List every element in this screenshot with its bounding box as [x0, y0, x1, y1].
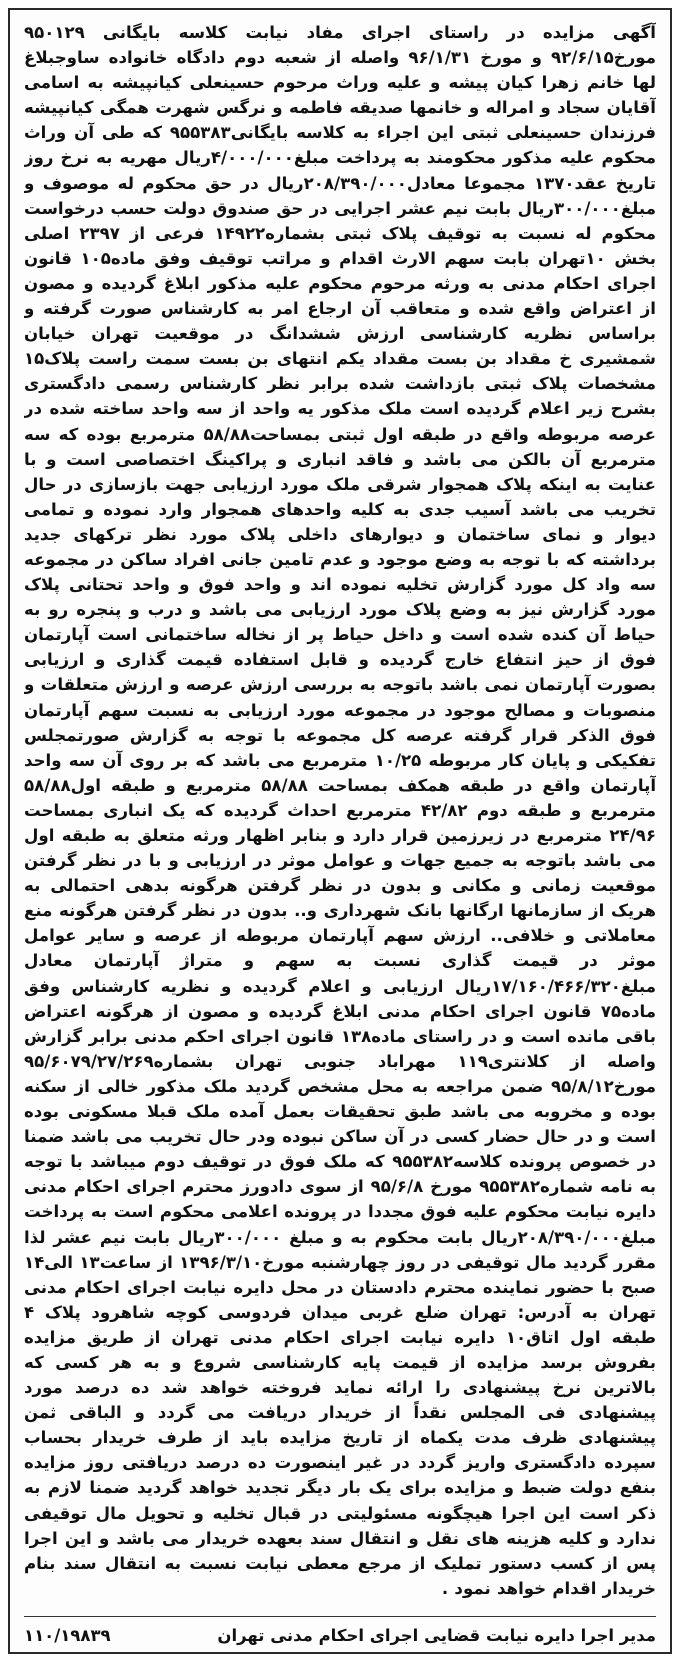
- notice-frame: [8, 8, 672, 1654]
- notice-body: آگهی مزایده در راستای اجرای مفاد نیابت کلاسه بایگانی ۹۵۰۱۲۹ مورخ۹۲/۶/۱۵ و مورخ ۹۶/۱/۳۱ واصله از شعبه دوم دادگاه خانواده ساوجبلاغ لها خانم زهرا کیان پیشه و علیه وراث مرحوم حسینعلی کیانپیشه به اسامی آقایان سجاد و امراله و خانمها صدیقه فاطمه و نرگس شهرت همگی کیانپیشه فرزندان حسینعلی ثبتی این اجراء به کلاسه بایگانی۹۵۵۳۸۳ که طی آن وراث محکوم علیه مذکور محکومند به پرداخت مبلغ۴/۰۰۰/۰۰۰ریال مهریه به نرخ روز تاریخ عقد۱۳۷۰ مجموعا معادل۲۰۸/۳۹۰/۰۰۰ریال در حق محکوم له موصوف و مبلغ۳۰۰/۰۰۰ریال بابت نیم عشر اجرایی در حق صندوق دولت حسب درخواست محکوم له نسبت به توقیف پلاک ثبتی بشماره۱۴۹۲۲ فرعی از ۲۳۹۷ اصلی بخش ۱۰تهران بابت سهم الارث اقدام و مراتب توقیف وفق ماده۱۰۵ قانون اجرای احکام مدنی به ورثه مرحوم محکوم علیه مذکور ابلاغ گردیده و مصون از اعتراض واقع شده و متعاقب آن ارجاع امر به کارشناس صورت گرفته و براساس نظریه کارشناسی ارزش ششدانگ در موقعیت تهران خیابان شمشیری خ مقداد بن بست مقداد یکم انتهای بن بست سمت راست پلاک۱۵ مشخصات پلاک ثبتی بازداشت شده برابر نظر کارشناس رسمی دادگستری بشرح زیر اعلام گردیده است ملک مذکور یه واحد از سه واحد ساخته شده در عرصه مربوطه واقع در طبقه اول ثبتی بمساحت۵۸/۸۸ مترمربع بوده که سه مترمربع آن بالکن می باشد و فاقد انباری و پراکینگ اختصاصی است و با عنایت به اینکه پلاک همجوار شرقی ملک مورد ارزیابی جهت بازسازی در حال تخریب می باشد آسیب جدی به کلیه واحدهای همجوار وارد نموده و تمامی دیوار و نمای ساختمان و دیوارهای داخلی پلاک مورد نظر ترکهای جدید برداشته که با توجه به وضع موجود و عدم تامین جانی افراد ساکن در مجموعه سه واد کل مورد گزارش تخلیه نموده اند و واحد فوق و واحد تحتانی پلاک مورد گزارش نیز به وضع پلاک مورد ارزیابی می باشد و درب و پنجره رو به حیاط آن کنده شده است و داخل حیاط پر از نخاله ساختمانی است آپارتمان فوق از حیز انتفاع خارج گردیده و قابل استفاده قیمت گذاری و ارزیابی بصورت آپارتمان نمی باشد باتوجه به بررسی ارزش عرصه و ارزش متعلقات و منصوبات و مصالح موجود در مجموعه مورد ارزیابی به نسبت سهم آپارتمان فوق الذکر قرار گرفته عرصه کل مجموعه با توجه به گزارش صورتمجلس تفکیکی و پایان کار مربوطه ۱۰/۲۵ مترمربع می باشد که بر روی آن سه واحد آپارتمان واقع در طبقه همکف بمساحت ۵۸/۸۸ مترمربع و طبقه اول۵۸/۸۸ مترمربع و طبقه دوم ۴۲/۸۲ مترمربع احداث گردیده که یک انباری بمساحت ۲۴/۹۶ مترمربع در زیرزمین قرار دارد و بنابر اظهار ورثه متعلق به طبقه اول می باشد باتوجه به جمیع جهات و عوامل موثر در ارزیابی و با در نظر گرفتن موقعیت زمانی و مکانی و بدون در نظر گرفتن هرگونه بدهی احتمالی به هریک از سازمانها ارگانها بانک شهرداری و.. بدون در نظر گرفتن هرگونه منع معاملاتی و خلافی.. ارزش سهم آپارتمان مربوطه از عرصه و سایر عوامل موثر در قیمت گذاری نسبت به سهم و متراژ آپارتمان معادل مبلغ۱۷/۱۶۰/۴۶۶/۳۲۰ریال ارزیابی و اعلام گردیده و نظریه کارشناس وفق ماده۷۵ قانون اجرای احکام مدنی ابلاغ گردیده و مصون از هرگونه اعتراض باقی مانده است و در راستای ماده۱۳۸ قانون اجرای احکم مدنی برابر گزارش واصله از کلانتری۱۱۹ مهراباد جنوبی تهران بشماره۹۵/۶۰۷۹/۲۷/۲۶۹ مورخ۹۵/۸/۱۲ ضمن مراجعه به محل مشخص گردید ملک مذکور خالی از سکنه بوده و مخروبه می باشد طبق تحقیقات بعمل آمده ملک قبلا مسکونی بوده است و در حال حضار کسی در آن ساکن نبوده ودر حال تخریب می باشد ضمنا در خصوص پرونده کلاسه۹۵۵۳۸۲ که ملک فوق در توقیف دوم میباشد با توجه به نامه شماره۹۵۵۳۸۲ مورخ ۹۵/۶/۸ از سوی دادورز محترم اجرای احکام مدنی دایره نیابت محکوم علیه فوق مجددا در پرونده اعلامی محکوم است به پرداخت مبلغ۲۰۸/۳۹۰/۰۰۰ریال بابت محکوم به و مبلغ ۳۰۰/۰۰۰ریال بابت نیم عشر لذا مقرر گردید مال توقیفی در روز چهارشنبه مورخ۱۳۹۶/۳/۱۰ از ساعت۱۳ الی۱۴ صبح با حضور نماینده محترم دادستان در محل دایره نیابت اجرای احکام مدنی تهران به آدرس: تهران ضلع غربی میدان فردوسی کوچه شاهرود پلاک ۴ طبقه اول اتاق۱۰ دایره نیابت اجرای احکام مدنی تهران از طریق مزایده بفروش برسد مزایده از قیمت پایه کارشناسی شروع و به هر کسی که بالاترین نرخ پیشنهادی را ارائه نماید فروخته خواهد شد ده درصد مورد پیشنهادی فی المجلس نقداً از خریدار دریافت می گردد و الباقی ثمن پیشنهادی ظرف مدت یکماه از تاریخ مزایده باید از طرف خریدار بحساب سپرده دادگستری واریز گردد در غیر اینصورت ده درصد دریافتی روز مزایده بنفع دولت ضبط و مزایده برای یک بار دیگر تجدید خواهد گردید ضمنا لازم به ذکر است این اجرا هیچگونه مسئولیتی در قبال تخلیه و تحویل مال توقیفی ندارد و کلیه هزینه های نقل و انتقال سند بعهده خریدار می باشد و این اجرا پس از کسب دستور تملیک از مرجع معطی نیابت نسبت به انتقال سند بنام خریدار اقدام خواهد نمود .: [24, 23, 656, 1598]
- notice-signature: مدیر اجرا دایره نیابت قضایی اجرای احکام مدنی تهران: [217, 1625, 656, 1645]
- footer-divider: [24, 1616, 656, 1617]
- notice-footer: [24, 1622, 656, 1648]
- notice-code: ۱۱۰/۱۹۸۳۹: [24, 1625, 111, 1645]
